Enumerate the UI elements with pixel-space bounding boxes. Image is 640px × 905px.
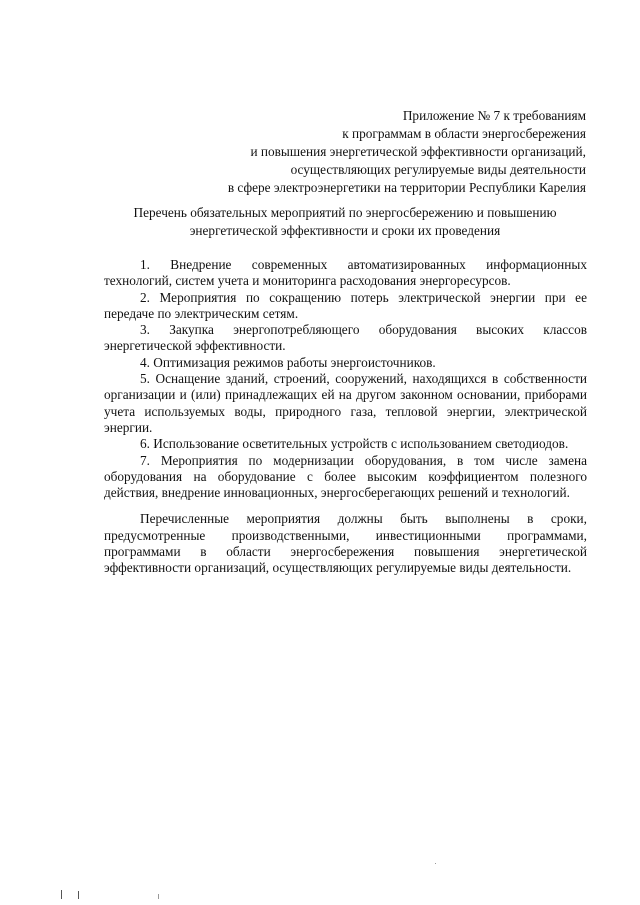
appendix-header-line: в сфере электроэнергетики на территории Республики Карелия (227, 180, 586, 195)
scan-artifact (78, 891, 79, 899)
appendix-header-line: к программам в области энергосбережения (342, 126, 586, 141)
measures-list (104, 257, 587, 577)
measure-item: 4. Оптимизация режимов работы энергоисточников. (140, 354, 436, 370)
document-title-line: Перечень обязательных мероприятий по энергосбережению и повышению (133, 205, 557, 220)
scan-artifact (61, 890, 62, 899)
document-title (100, 204, 590, 240)
closing-paragraph: Перечисленные мероприятия должны быть выполнены в сроки, предусмотренные производственными, инвестиционными программами, программами в области энергосбережения повышения энергетической эффективности организаций, осуществляющих регулируемые виды деятельности. (104, 511, 587, 576)
measure-item: 7. Мероприятия по модернизации оборудования, в том числе замена оборудования на оборудование с более высоким коэффициентом полезного действия, внедрение инновационных, энергосберегающих решений и технологий. (104, 452, 587, 501)
appendix-header-line: осуществляющих регулируемые виды деятельности (290, 162, 586, 177)
measure-item: 1. Внедрение современных автоматизированных информационных технологий, систем учета и мониторинга расходования энергоресурсов. (104, 257, 587, 289)
measure-item: 5. Оснащение зданий, строений, сооружений, находящихся в собственности организации и (или) принадлежащих ей на другом законном основании, приборами учета используемых воды, природного газа, тепловой энергии, электрической энергии. (104, 371, 587, 435)
appendix-header-line: и повышения энергетической эффективности организаций, (250, 144, 586, 159)
measure-item: 3. Закупка энергопотребляющего оборудования высоких классов энергетической эффективности. (104, 322, 587, 354)
document-title-line: энергетической эффективности и сроки их проведения (189, 223, 501, 238)
scan-artifact (435, 863, 436, 864)
measure-item: 6. Использование осветительных устройств с использованием светодиодов. (140, 436, 569, 452)
appendix-header (116, 107, 586, 197)
scan-artifact (158, 894, 159, 899)
appendix-header-line: Приложение № 7 к требованиям (402, 108, 586, 123)
measure-item: 2. Мероприятия по сокращению потерь электрической энергии при ее передаче по электрическим сетям. (104, 289, 587, 321)
